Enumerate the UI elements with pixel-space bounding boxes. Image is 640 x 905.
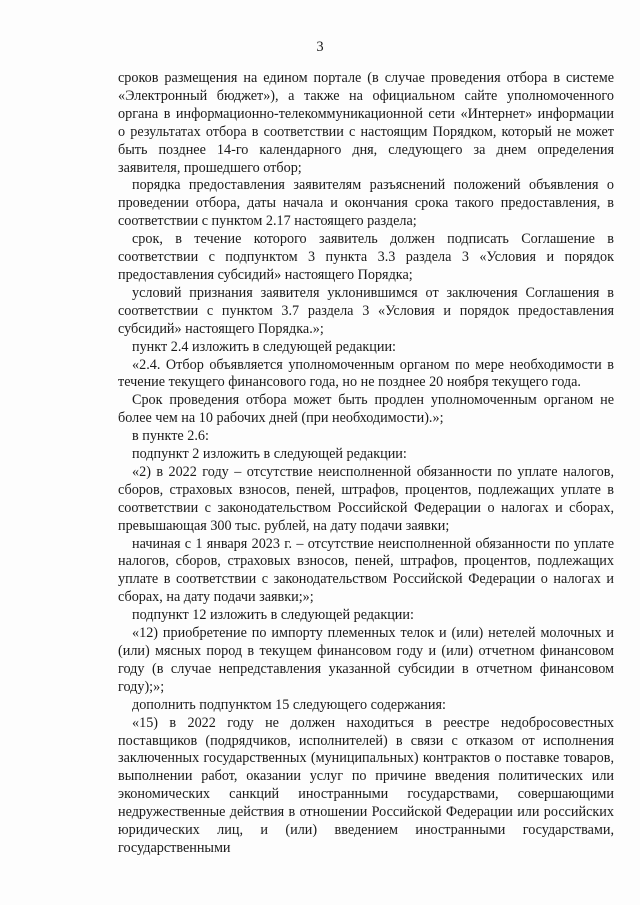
paragraph: сроков размещения на едином портале (в случае проведения отбора в системе «Электронный бюджет»), а также на официальном сайте уполномоченного органа в информационно-телекоммуникационной сети «Интернет» информации о результатах отбора в соответствии с настоящим Порядком, который не может быть позднее 14-го календарного дня, следующего за днем определения заявителя, прошедшего отбор;: [118, 70, 614, 176]
paragraph: «15) в 2022 году не должен находиться в реестре недобросовестных поставщиков (подрядчиков, исполнителей) в связи с отказом от исполнения заключенных государственных (муниципальных) контрактов о поставке товаров, выполнении работ, оказании услуг по причине введения политических или экономических санкций иностранными государствами, совершающими недружественные действия в отношении Российской Федерации или российских юридических лиц, и (или) введением иностранными государствами, государственными: [118, 714, 614, 856]
paragraph: «2.4. Отбор объявляется уполномоченным органом по мере необходимости в течение текущего финансового года, но не позднее 20 ноября текущего года.: [118, 356, 614, 391]
paragraph: «12) приобретение по импорту племенных телок и (или) нетелей молочных и (или) мясных пород в текущем финансовом году и (или) отчетном финансовом году (в случае непредставления указанной субсидии в отчетном финансовом году);»;: [118, 625, 614, 695]
paragraph: порядка предоставления заявителям разъяснений положений объявления о проведении отбора, даты начала и окончания срока такого предоставления, в соответствии с пунктом 2.17 настоящего раздела;: [118, 177, 614, 230]
paragraph: Срок проведения отбора может быть продлен уполномоченным органом не более чем на 10 рабочих дней (при необходимости).»;: [118, 392, 614, 427]
paragraph: начиная с 1 января 2023 г. – отсутствие неисполненной обязанности по уплате налогов, сборов, страховых взносов, пеней, штрафов, процентов, подлежащих уплате в соответствии с законодательством Российской Федерации о налогах и сборах, на дату подачи заявки;»;: [118, 535, 614, 606]
paragraph: дополнить подпунктом 15 следующего содержания:: [132, 696, 446, 713]
paragraph: подпункт 2 изложить в следующей редакции:: [132, 446, 407, 463]
paragraph: срок, в течение которого заявитель должен подписать Соглашение в соответствии с подпунктом 3 пункта 3.3 раздела 3 «Условия и порядок предоставления субсидий» настоящего Порядка;: [118, 231, 614, 283]
paragraph: пункт 2.4 изложить в следующей редакции:: [132, 338, 396, 355]
paragraph: условий признания заявителя уклонившимся от заключения Соглашения в соответствии с пунктом 3.7 раздела 3 «Условия и порядок предоставления субсидий» настоящего Порядка.»;: [118, 284, 614, 337]
paragraph: «2) в 2022 году – отсутствие неисполненной обязанности по уплате налогов, сборов, страховых взносов, пеней, штрафов, процентов, подлежащих уплате в соответствии с законодательством Российской Федерации о налогах и сборах, превышающая 300 тыс. рублей, на дату подачи заявки;: [118, 463, 614, 534]
paragraph: в пункте 2.6:: [132, 428, 209, 445]
document-body: [118, 70, 614, 858]
page-number: 3: [316, 39, 324, 55]
paragraph: подпункт 12 изложить в следующей редакции:: [132, 607, 414, 624]
